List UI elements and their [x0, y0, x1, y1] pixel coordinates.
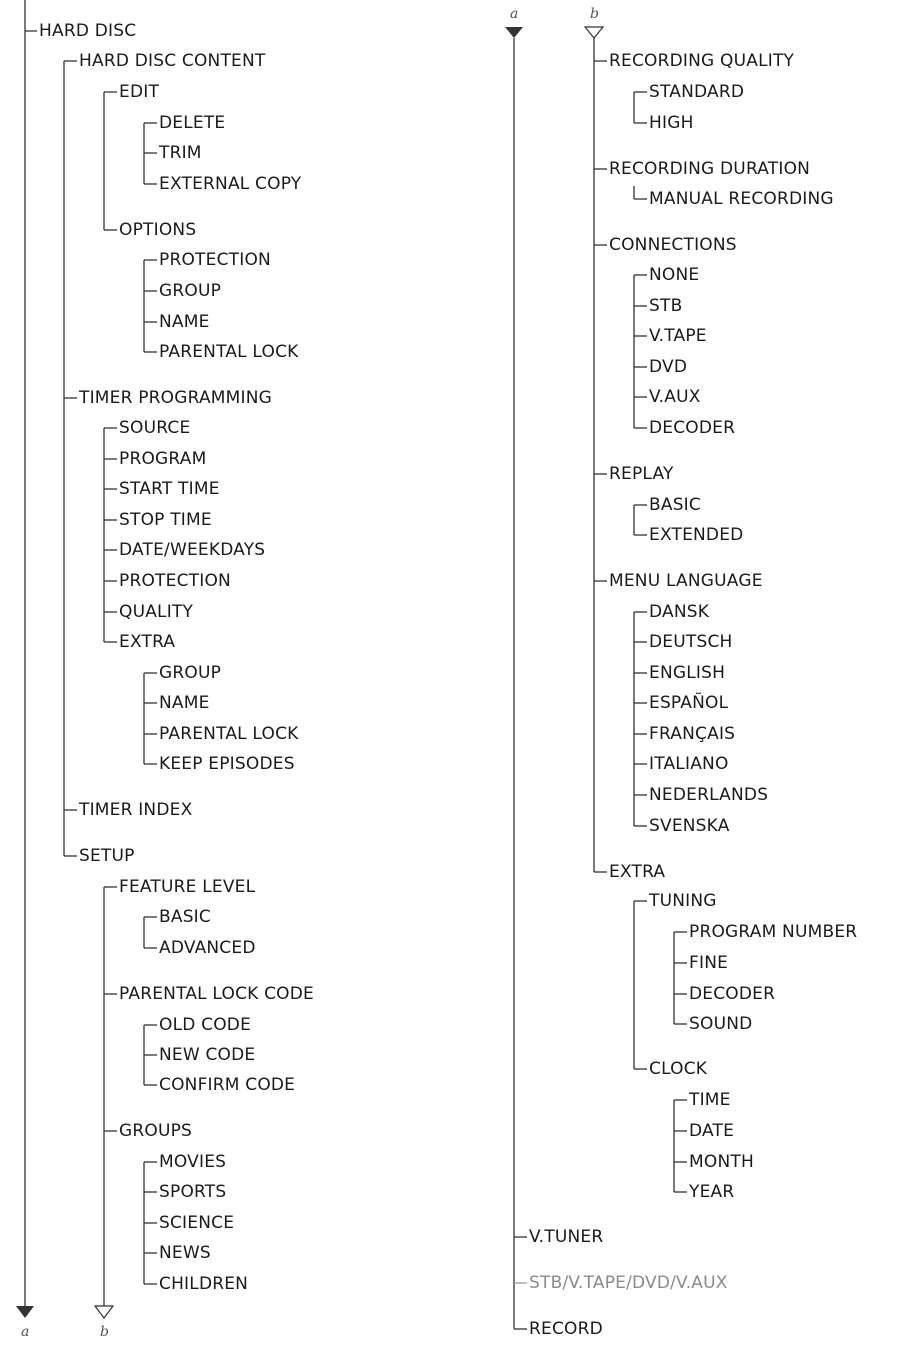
menu-item-date-weekdays: DATE/WEEKDAYS	[119, 540, 266, 560]
menu-item-science: SCIENCE	[159, 1213, 235, 1233]
menu-item-feature-level: FEATURE LEVEL	[119, 877, 256, 897]
menu-item-groups: GROUPS	[119, 1121, 193, 1141]
menu-item-italiano: ITALIANO	[649, 754, 729, 774]
filled-arrow-down-icon	[16, 1306, 34, 1318]
continuation-marker-b: b	[100, 1324, 109, 1340]
menu-item-parental-lock: PARENTAL LOCK	[159, 342, 299, 362]
menu-item-hard-disc-content: HARD DISC CONTENT	[79, 51, 266, 71]
menu-item-group: GROUP	[159, 281, 222, 301]
menu-item-decoder: DECODER	[649, 418, 736, 438]
menu-item-year: YEAR	[689, 1182, 735, 1202]
menu-item-external-copy: EXTERNAL COPY	[159, 174, 302, 194]
menu-item-source: SOURCE	[119, 418, 191, 438]
menu-item-extended: EXTENDED	[649, 525, 744, 545]
menu-item-tuning: TUNING	[649, 891, 717, 911]
menu-item-options: OPTIONS	[119, 220, 197, 240]
menu-item-extra: EXTRA	[609, 862, 666, 882]
menu-item-manual-recording: MANUAL RECORDING	[649, 189, 834, 209]
menu-item-v-tape: V.TAPE	[649, 326, 707, 346]
menu-item-basic: BASIC	[649, 495, 701, 515]
menu-item-stb: STB	[649, 296, 683, 316]
menu-item-month: MONTH	[689, 1152, 754, 1172]
menu-item-v-aux: V.AUX	[649, 387, 701, 407]
menu-item-trim: TRIM	[159, 143, 202, 163]
menu-item-new-code: NEW CODE	[159, 1045, 256, 1065]
menu-item-record: RECORD	[529, 1319, 603, 1339]
menu-item-name: NAME	[159, 312, 210, 332]
menu-item-english: ENGLISH	[649, 663, 726, 683]
menu-item-none: NONE	[649, 265, 700, 285]
menu-item-fine: FINE	[689, 953, 729, 973]
continuation-marker-a: a	[510, 6, 519, 22]
menu-item-svenska: SVENSKA	[649, 816, 730, 836]
filled-arrow-down-icon	[505, 27, 523, 38]
menu-item-delete: DELETE	[159, 113, 226, 133]
menu-item-date: DATE	[689, 1121, 735, 1141]
menu-item-movies: MOVIES	[159, 1152, 227, 1172]
menu-item-stb-vtape-dvd-vaux: STB/V.TAPE/DVD/V.AUX	[529, 1273, 728, 1293]
menu-item-news: NEWS	[159, 1243, 211, 1263]
menu-item-clock: CLOCK	[649, 1059, 708, 1079]
menu-item-extra: EXTRA	[119, 632, 176, 652]
menu-item-parental-lock: PARENTAL LOCK	[159, 724, 299, 744]
menu-item-standard: STANDARD	[649, 82, 745, 102]
menu-item-parental-lock-code: PARENTAL LOCK CODE	[119, 984, 314, 1004]
menu-item-protection: PROTECTION	[119, 571, 231, 591]
menu-item-decoder: DECODER	[689, 984, 776, 1004]
menu-item-francais: FRANÇAIS	[649, 724, 736, 744]
continuation-marker-b: b	[590, 6, 599, 22]
menu-item-recording-duration: RECORDING DURATION	[609, 159, 811, 179]
menu-item-replay: REPLAY	[609, 464, 674, 484]
menu-item-program-number: PROGRAM NUMBER	[689, 922, 858, 942]
menu-item-old-code: OLD CODE	[159, 1015, 252, 1035]
menu-item-menu-language: MENU LANGUAGE	[609, 571, 763, 591]
menu-item-hard-disc: HARD DISC	[39, 21, 137, 41]
outline-arrow-down-icon	[95, 1306, 113, 1318]
menu-item-timer-index: TIMER INDEX	[79, 800, 193, 820]
menu-item-timer-programming: TIMER PROGRAMMING	[79, 388, 273, 408]
menu-item-program: PROGRAM	[119, 449, 207, 469]
menu-item-name: NAME	[159, 693, 210, 713]
menu-item-setup: SETUP	[79, 846, 135, 866]
menu-item-group: GROUP	[159, 663, 222, 683]
menu-item-protection: PROTECTION	[159, 250, 271, 270]
menu-item-start-time: START TIME	[119, 479, 220, 499]
menu-item-stop-time: STOP TIME	[119, 510, 212, 530]
menu-item-confirm-code: CONFIRM CODE	[159, 1075, 296, 1095]
menu-item-sports: SPORTS	[159, 1182, 227, 1202]
menu-item-dvd: DVD	[649, 357, 688, 377]
outline-arrow-down-icon	[585, 27, 603, 38]
menu-item-dansk: DANSK	[649, 602, 710, 622]
menu-item-advanced: ADVANCED	[159, 938, 256, 958]
menu-item-time: TIME	[689, 1090, 731, 1110]
menu-item-children: CHILDREN	[159, 1274, 249, 1294]
menu-item-edit: EDIT	[119, 82, 160, 102]
menu-item-basic: BASIC	[159, 907, 211, 927]
menu-item-connections: CONNECTIONS	[609, 235, 737, 255]
menu-item-quality: QUALITY	[119, 602, 194, 622]
menu-item-high: HIGH	[649, 113, 694, 133]
menu-item-espanol: ESPAÑOL	[649, 693, 729, 713]
menu-item-recording-quality: RECORDING QUALITY	[609, 51, 795, 71]
menu-item-v-tuner: V.TUNER	[529, 1227, 604, 1247]
menu-item-nederlands: NEDERLANDS	[649, 785, 769, 805]
continuation-marker-a: a	[21, 1324, 30, 1340]
menu-item-sound: SOUND	[689, 1014, 753, 1034]
menu-item-deutsch: DEUTSCH	[649, 632, 733, 652]
menu-item-keep-episodes: KEEP EPISODES	[159, 754, 295, 774]
